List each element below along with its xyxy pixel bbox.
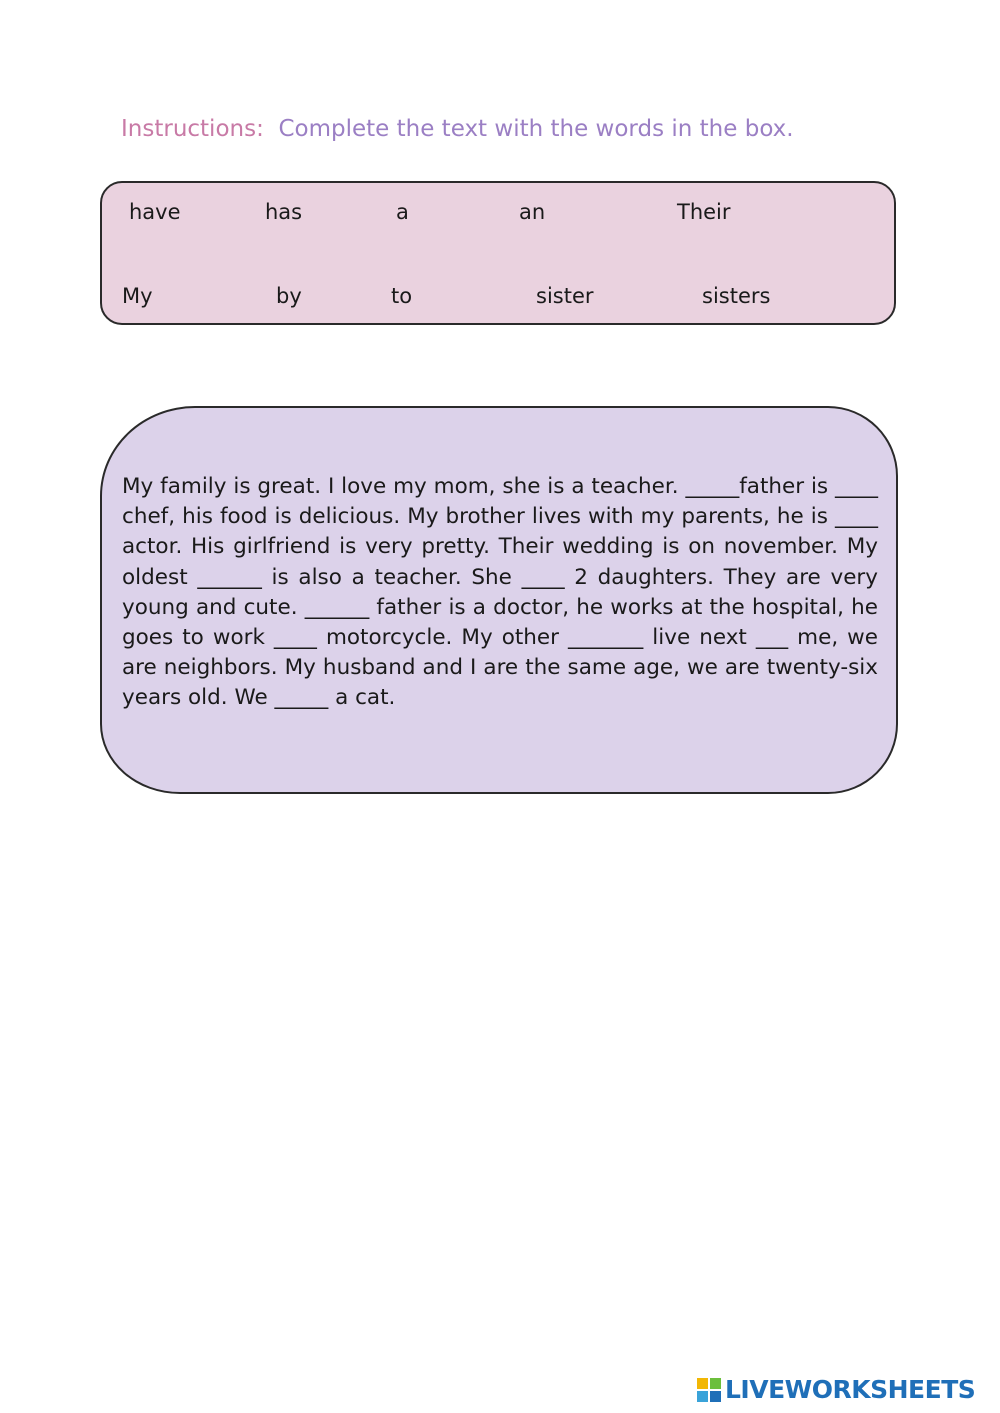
instructions-label: Instructions: xyxy=(121,116,264,142)
word-bank-item: sister xyxy=(536,284,594,308)
word-bank-item: has xyxy=(265,200,303,224)
word-bank-item: My xyxy=(122,284,153,308)
word-bank-item: Their xyxy=(677,200,731,224)
word-bank-item: to xyxy=(391,284,413,308)
instructions xyxy=(121,116,794,142)
word-bank-item: sisters xyxy=(702,284,771,308)
instructions-text: Complete the text with the words in the box. xyxy=(278,116,794,142)
liveworksheets-logo-icon xyxy=(697,1378,721,1402)
word-bank-item: have xyxy=(129,200,181,224)
logo-text: LIVEWORKSHEETS xyxy=(725,1375,976,1404)
liveworksheets-logo xyxy=(697,1375,975,1404)
word-bank-item: by xyxy=(276,284,302,308)
passage-box xyxy=(100,406,898,794)
word-bank-item: a xyxy=(396,200,409,224)
word-bank-item: an xyxy=(519,200,546,224)
cloze-passage: My family is great. I love my mom, she is a teacher. _____father is ____ chef, his food is delicious. My brother lives with my parents, he is ____ actor. His girlfriend is very pretty. Their wedding is on november. My oldest ______ is also a teacher. She ____ 2 daughters. They are very young and cute. ______ father is a doctor, he works at the hospital, he goes to work ____ motorcycle. My other _______ live next ___ me, we are neighbors. My husband and I are the same age, we are twenty-six years old. We _____ a cat. xyxy=(122,474,878,711)
word-bank-box xyxy=(100,181,896,325)
